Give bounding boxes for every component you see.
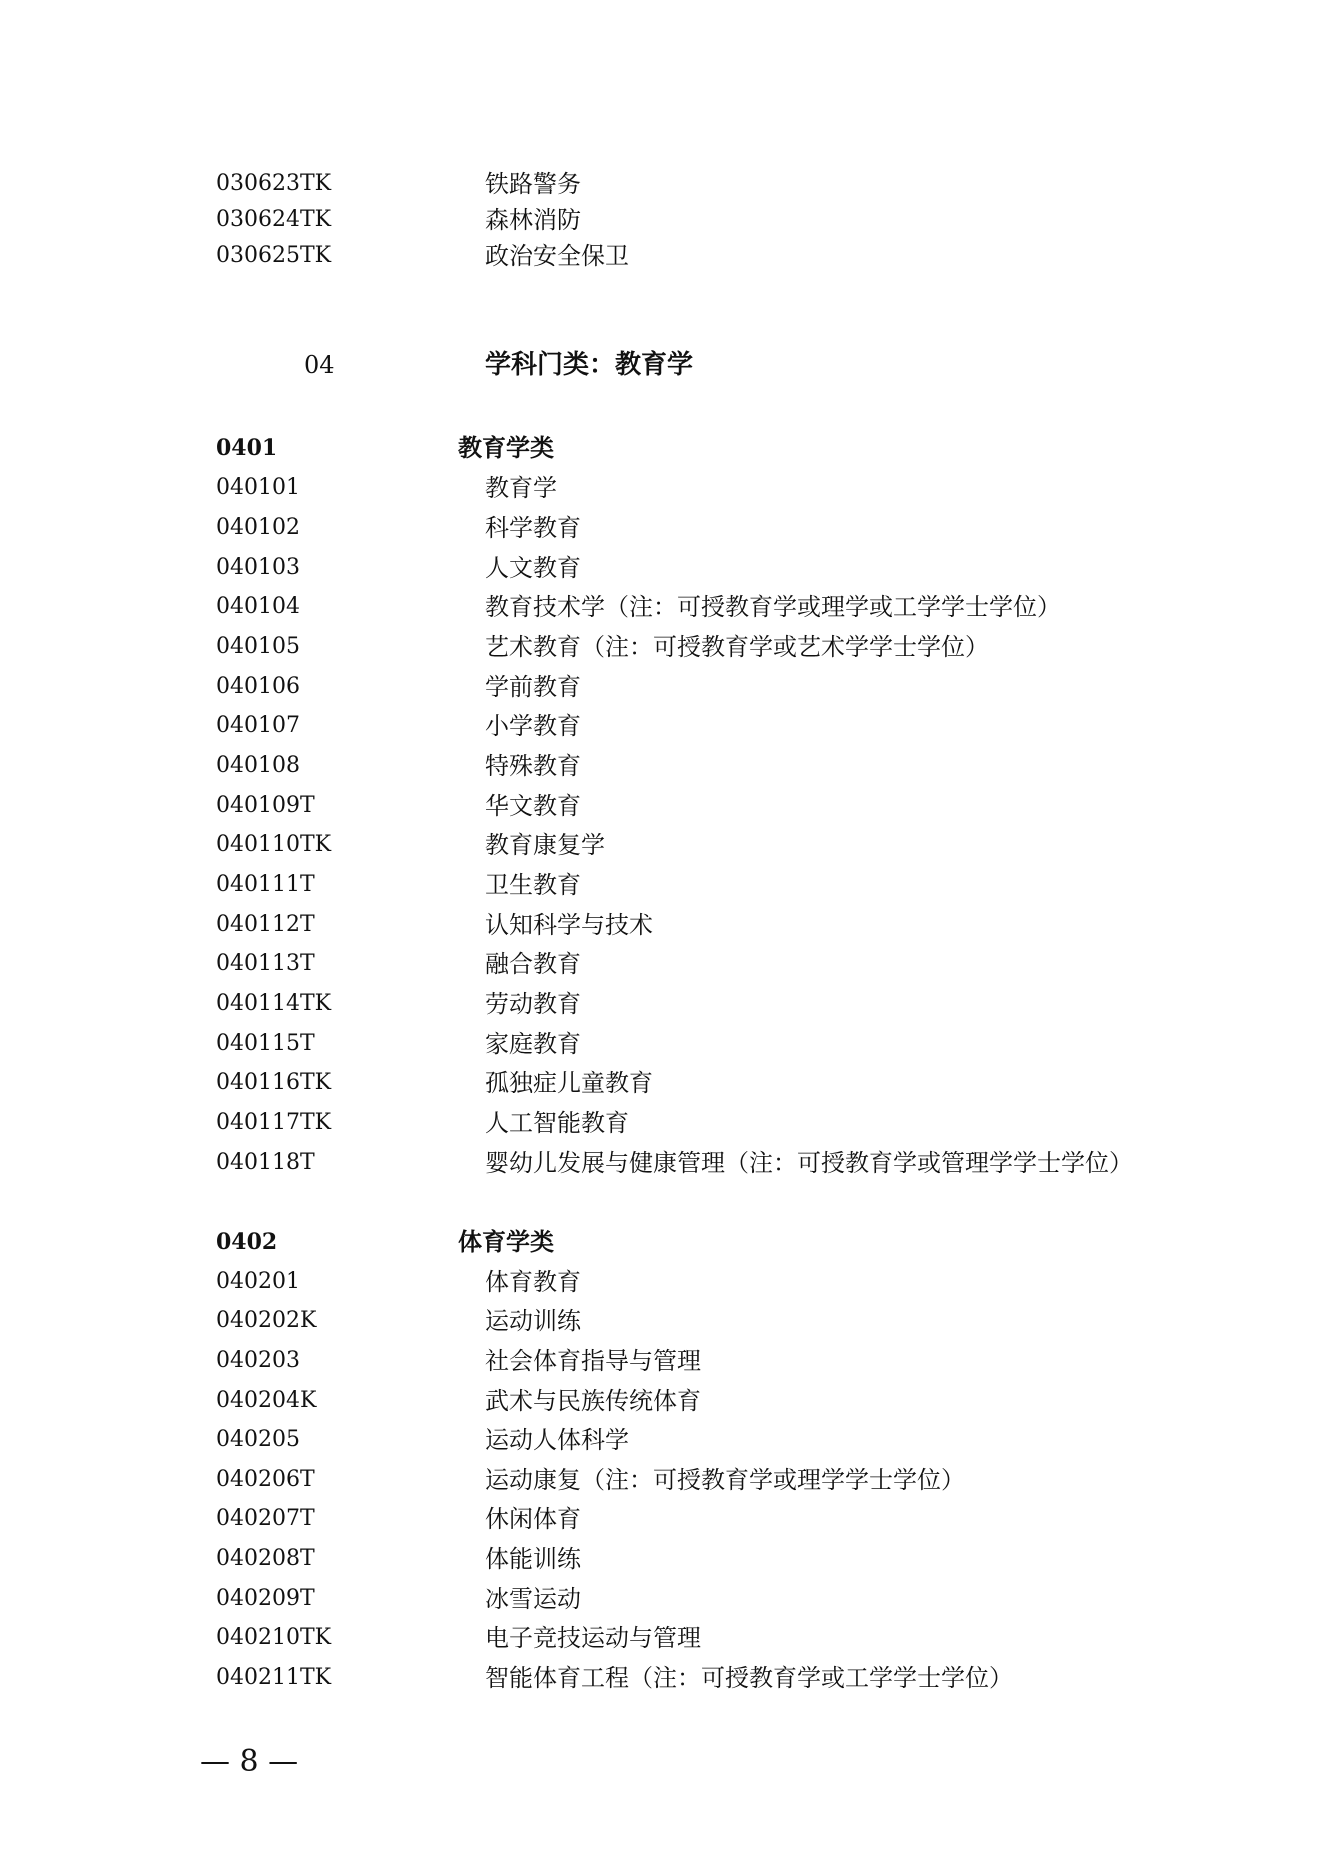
- major-name: 森林消防: [485, 206, 581, 234]
- list-item: [0, 1063, 1323, 1103]
- major-code: 040105: [216, 634, 300, 659]
- major-code: 030623TK: [216, 171, 332, 196]
- major-code: 040109T: [216, 793, 315, 818]
- major-name: 科学教育: [485, 514, 581, 542]
- major-name: 武术与民族传统体育: [485, 1387, 701, 1415]
- major-name: 小学教育: [485, 712, 581, 740]
- category-heading: [0, 1222, 1323, 1262]
- list-item: [0, 1460, 1323, 1500]
- major-code: 040104: [216, 594, 300, 619]
- major-code: 040111T: [216, 872, 315, 897]
- list-item: [0, 1420, 1323, 1460]
- major-code: 040204K: [216, 1388, 317, 1413]
- discipline-heading: [0, 345, 1323, 385]
- major-name: 运动人体科学: [485, 1426, 629, 1454]
- major-name: 华文教育: [485, 792, 581, 820]
- list-item: [0, 468, 1323, 508]
- major-name: 卫生教育: [485, 871, 581, 899]
- major-code: 040106: [216, 674, 300, 699]
- list-item: [0, 984, 1323, 1024]
- list-item: [0, 236, 1323, 276]
- major-name: 运动训练: [485, 1307, 581, 1335]
- list-item: [0, 746, 1323, 786]
- list-item: [0, 1024, 1323, 1064]
- major-code: 040113T: [216, 951, 315, 976]
- list-item: [0, 627, 1323, 667]
- major-code: 040103: [216, 555, 300, 580]
- list-item: [0, 1658, 1323, 1698]
- major-code: 040201: [216, 1269, 300, 1294]
- list-item: [0, 944, 1323, 984]
- major-code: 040110TK: [216, 832, 332, 857]
- major-name: 运动康复（注：可授教育学或理学学士学位）: [485, 1466, 965, 1494]
- list-item: [0, 164, 1323, 204]
- major-code: 040211TK: [216, 1665, 332, 1690]
- major-name: 体育教育: [485, 1268, 581, 1296]
- category-heading: [0, 428, 1323, 468]
- major-code: 040206T: [216, 1467, 315, 1492]
- list-item: [0, 200, 1323, 240]
- list-item: [0, 706, 1323, 746]
- major-name: 人文教育: [485, 554, 581, 582]
- list-item: [0, 825, 1323, 865]
- major-code: 040102: [216, 515, 300, 540]
- major-name: 教育康复学: [485, 831, 605, 859]
- major-code: 040107: [216, 713, 300, 738]
- major-code: 040209T: [216, 1586, 315, 1611]
- list-item: [0, 587, 1323, 627]
- category-code: 0401: [216, 435, 278, 461]
- major-name: 冰雪运动: [485, 1585, 581, 1613]
- list-item: [0, 1103, 1323, 1143]
- major-code: 040203: [216, 1348, 300, 1373]
- major-name: 休闲体育: [485, 1505, 581, 1533]
- list-item: [0, 508, 1323, 548]
- category-name: 教育学类: [458, 433, 554, 462]
- major-code: 040108: [216, 753, 300, 778]
- list-item: [0, 1262, 1323, 1302]
- major-name: 电子竞技运动与管理: [485, 1624, 701, 1652]
- major-code: 040101: [216, 475, 300, 500]
- major-code: 040207T: [216, 1506, 315, 1531]
- list-item: [0, 1579, 1323, 1619]
- major-name: 婴幼儿发展与健康管理（注：可授教育学或管理学学士学位）: [485, 1149, 1133, 1177]
- major-name: 认知科学与技术: [485, 911, 653, 939]
- list-item: [0, 1539, 1323, 1579]
- category-code: 0402: [216, 1229, 278, 1255]
- list-item: [0, 1301, 1323, 1341]
- major-name: 艺术教育（注：可授教育学或艺术学学士学位）: [485, 633, 989, 661]
- list-item: [0, 865, 1323, 905]
- major-name: 社会体育指导与管理: [485, 1347, 701, 1375]
- major-code: 040117TK: [216, 1110, 332, 1135]
- list-item: [0, 786, 1323, 826]
- major-name: 融合教育: [485, 950, 581, 978]
- major-code: 040115T: [216, 1031, 315, 1056]
- major-name: 体能训练: [485, 1545, 581, 1573]
- major-name: 教育学: [485, 474, 557, 502]
- major-name: 铁路警务: [485, 170, 581, 198]
- list-item: [0, 1143, 1323, 1183]
- major-name: 特殊教育: [485, 752, 581, 780]
- major-name: 政治安全保卫: [485, 242, 629, 270]
- major-code: 040210TK: [216, 1625, 332, 1650]
- major-code: 040116TK: [216, 1070, 332, 1095]
- major-name: 劳动教育: [485, 990, 581, 1018]
- list-item: [0, 905, 1323, 945]
- major-code: 040202K: [216, 1308, 317, 1333]
- major-name: 人工智能教育: [485, 1109, 629, 1137]
- list-item: [0, 1341, 1323, 1381]
- major-code: 040205: [216, 1427, 300, 1452]
- major-name: 孤独症儿童教育: [485, 1069, 653, 1097]
- list-item: [0, 667, 1323, 707]
- discipline-title: 学科门类：教育学: [485, 350, 694, 380]
- major-code: 030624TK: [216, 207, 332, 232]
- major-name: 智能体育工程（注：可授教育学或工学学士学位）: [485, 1664, 1013, 1692]
- major-name: 教育技术学（注：可授教育学或理学或工学学士学位）: [485, 593, 1061, 621]
- list-item: [0, 548, 1323, 588]
- list-item: [0, 1618, 1323, 1658]
- page-number: — 8 —: [200, 1744, 299, 1779]
- major-code: 040114TK: [216, 991, 332, 1016]
- category-name: 体育学类: [458, 1227, 554, 1256]
- major-name: 家庭教育: [485, 1030, 581, 1058]
- major-name: 学前教育: [485, 673, 581, 701]
- list-item: [0, 1499, 1323, 1539]
- major-code: 030625TK: [216, 243, 332, 268]
- discipline-code: 04: [304, 351, 335, 379]
- list-item: [0, 1381, 1323, 1421]
- major-code: 040118T: [216, 1150, 315, 1175]
- major-code: 040112T: [216, 912, 315, 937]
- major-code: 040208T: [216, 1546, 315, 1571]
